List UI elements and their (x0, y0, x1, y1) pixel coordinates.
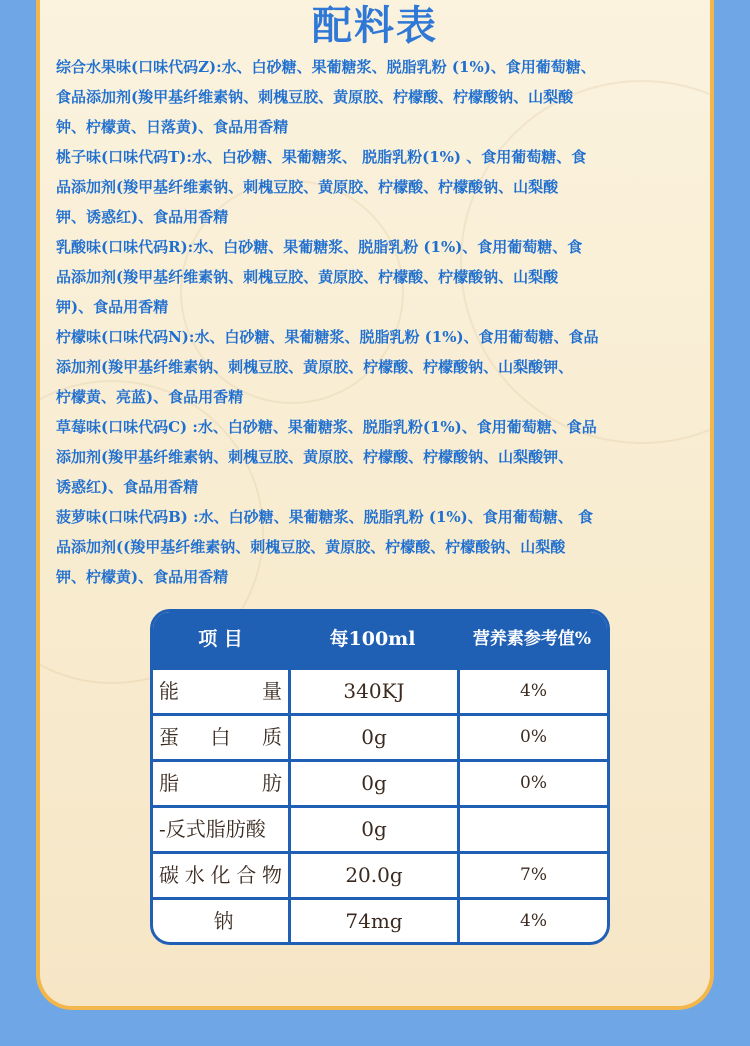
ingredient-line: 品添加剂(羧甲基纤维素钠、刺槐豆胶、黄原胶、柠檬酸、柠檬酸钠、山梨酸 (56, 268, 559, 286)
row-amount: 0g (288, 808, 457, 851)
row-amount: 74mg (288, 900, 457, 943)
ingredient-line: 菠萝味(口味代码B) :水、白砂糖、果葡糖浆、脱脂乳粉 (1%)、食用葡萄糖、 食 (56, 508, 593, 526)
row-amount: 0g (288, 716, 457, 759)
ingredient-list (56, 52, 696, 592)
ingredient-line: 钾、诱惑红)、食品用香精 (56, 208, 229, 226)
table-row (153, 759, 607, 805)
ingredient-line: 品添加剂(羧甲基纤维素钠、刺槐豆胶、黄原胶、柠檬酸、柠檬酸钠、山梨酸 (56, 178, 559, 196)
nutrition-table-header (153, 612, 607, 667)
page-title: 配料表 (312, 3, 438, 49)
row-item: 脂肪 (159, 771, 282, 795)
row-nrv (457, 808, 607, 851)
row-nrv: 4% (457, 670, 607, 713)
ingredient-line: 柠檬黄、亮蓝)、食品用香精 (56, 388, 244, 406)
ingredient-line: 钟、柠檬黄、日落黄)、食品用香精 (56, 118, 289, 136)
table-row (153, 897, 607, 943)
row-amount: 340KJ (288, 670, 457, 713)
row-nrv: 0% (457, 716, 607, 759)
row-nrv: 4% (457, 900, 607, 943)
ingredient-line: 品添加剂((羧甲基纤维素钠、刺槐豆胶、黄原胶、柠檬酸、柠檬酸钠、山梨酸 (56, 538, 566, 556)
header-nrv: 营养素参考值% (472, 629, 592, 649)
ingredient-line: 乳酸味(口味代码R):水、白砂糖、果葡糖浆、脱脂乳粉 (1%)、食用葡萄糖、食 (56, 238, 583, 256)
ingredient-line: 添加剂(羧甲基纤维素钠、刺槐豆胶、黄原胶、柠檬酸、柠檬酸钠、山梨酸钾、 (56, 358, 574, 376)
ingredient-line: 食品添加剂(羧甲基纤维素钠、刺槐豆胶、黄原胶、柠檬酸、柠檬酸钠、山梨酸 (56, 88, 574, 106)
ingredient-line: 柠檬味(口味代码N):水、白砂糖、果葡糖浆、脱脂乳粉 (1%)、食用葡萄糖、食品 (56, 328, 599, 346)
row-nrv: 7% (457, 854, 607, 897)
header-item: 项 目 (198, 628, 243, 650)
table-row (153, 851, 607, 897)
nutrition-table (150, 609, 610, 945)
table-row (153, 667, 607, 713)
row-item: -反式脂肪酸 (159, 817, 266, 841)
ingredient-line: 钾)、食品用香精 (56, 298, 169, 316)
row-item: 能量 (159, 679, 282, 703)
row-nrv: 0% (457, 762, 607, 805)
row-amount: 20.0g (288, 854, 457, 897)
ingredient-line: 综合水果味(口味代码Z):水、白砂糖、果葡糖浆、脱脂乳粉 (1%)、食用葡萄糖、 (56, 58, 596, 76)
row-amount: 0g (288, 762, 457, 805)
table-row (153, 805, 607, 851)
row-item: 钠 (213, 909, 234, 933)
row-item: 碳水化合物 (159, 863, 282, 887)
table-row (153, 713, 607, 759)
ingredient-line: 桃子味(口味代码T):水、白砂糖、果葡糖浆、 脱脂乳粉(1%) 、食用葡萄糖、食 (56, 148, 587, 166)
ingredient-line: 添加剂(羧甲基纤维素钠、刺槐豆胶、黄原胶、柠檬酸、柠檬酸钠、山梨酸钾、 (56, 448, 574, 466)
header-per-100ml: 每100ml (329, 628, 416, 650)
ingredient-line: 钾、柠檬黄)、食品用香精 (56, 568, 229, 586)
row-item: 蛋白质 (159, 725, 282, 749)
ingredient-line: 诱惑红)、食品用香精 (56, 478, 199, 496)
ingredient-line: 草莓味(口味代码C) :水、白砂糖、果葡糖浆、脱脂乳粉(1%)、食用葡萄糖、食品 (56, 418, 597, 436)
